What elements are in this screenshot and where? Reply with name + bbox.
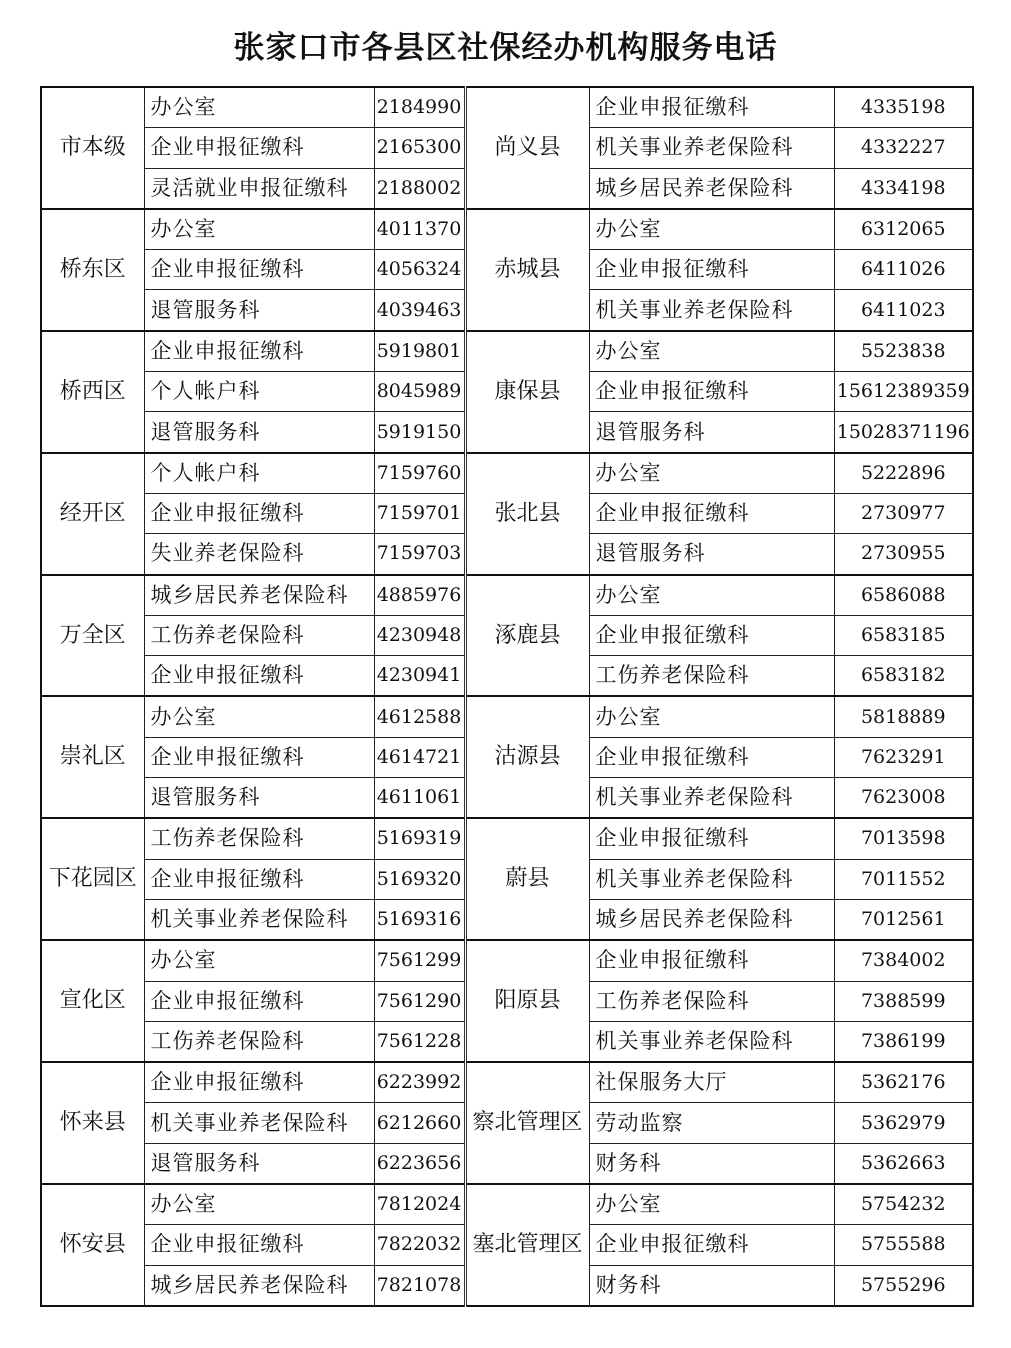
region-name: 市本级: [41, 87, 144, 209]
table-row: [41, 940, 973, 981]
department-name: 办公室: [144, 209, 374, 250]
phone-number: 4611061: [374, 778, 465, 819]
phone-number: 2165300: [374, 128, 465, 168]
department-name: 灵活就业申报征缴科: [144, 168, 374, 209]
phone-number: 7013598: [834, 818, 973, 859]
region-name: 万全区: [41, 575, 144, 697]
phone-number: 4612588: [374, 696, 465, 737]
department-name: 机关事业养老保险科: [589, 128, 834, 168]
department-name: 企业申报征缴科: [144, 1062, 374, 1103]
region-name: 涿鹿县: [465, 575, 589, 697]
department-name: 机关事业养老保险科: [144, 899, 374, 940]
department-name: 企业申报征缴科: [589, 615, 834, 655]
phone-number: 5919801: [374, 331, 465, 372]
department-name: 办公室: [144, 87, 374, 128]
region-name: 阳原县: [465, 940, 589, 1062]
phone-number: 7821078: [374, 1265, 465, 1306]
phone-number: 4335198: [834, 87, 973, 128]
phone-number: 8045989: [374, 372, 465, 412]
department-name: 城乡居民养老保险科: [144, 575, 374, 616]
region-name: 康保县: [465, 331, 589, 453]
phone-number: 5755296: [834, 1265, 973, 1306]
phone-directory-table: [40, 86, 974, 1307]
department-name: 机关事业养老保险科: [589, 778, 834, 819]
department-name: 工伤养老保险科: [589, 981, 834, 1021]
phone-number: 7384002: [834, 940, 973, 981]
region-name: 赤城县: [465, 209, 589, 331]
phone-number: 5523838: [834, 331, 973, 372]
department-name: 退管服务科: [144, 290, 374, 331]
department-name: 办公室: [589, 331, 834, 372]
department-name: 办公室: [144, 696, 374, 737]
department-name: 办公室: [589, 453, 834, 494]
department-name: 城乡居民养老保险科: [589, 168, 834, 209]
department-name: 企业申报征缴科: [144, 1225, 374, 1265]
phone-number: 6312065: [834, 209, 973, 250]
phone-number: 7561290: [374, 981, 465, 1021]
table-row: [41, 209, 973, 250]
page-title: 张家口市各县区社保经办机构服务电话: [233, 30, 778, 66]
table-row: [41, 453, 973, 494]
department-name: 机关事业养老保险科: [589, 1021, 834, 1062]
region-name: 崇礼区: [41, 696, 144, 818]
region-name: 宣化区: [41, 940, 144, 1062]
department-name: 办公室: [589, 696, 834, 737]
department-name: 企业申报征缴科: [589, 1225, 834, 1265]
phone-number: 7159701: [374, 493, 465, 533]
phone-number: 5362663: [834, 1143, 973, 1184]
department-name: 办公室: [589, 575, 834, 616]
phone-number: 5169319: [374, 818, 465, 859]
phone-number: 5222896: [834, 453, 973, 494]
phone-number: 2730977: [834, 493, 973, 533]
department-name: 个人帐户科: [144, 453, 374, 494]
phone-number: 7623008: [834, 778, 973, 819]
department-name: 社保服务大厅: [589, 1062, 834, 1103]
phone-number: 7812024: [374, 1184, 465, 1225]
department-name: 企业申报征缴科: [589, 940, 834, 981]
phone-number: 6212660: [374, 1103, 465, 1143]
department-name: 失业养老保险科: [144, 534, 374, 575]
department-name: 企业申报征缴科: [144, 859, 374, 899]
table-body: [41, 87, 973, 1306]
phone-number: 4039463: [374, 290, 465, 331]
region-name: 塞北管理区: [465, 1184, 589, 1306]
department-name: 办公室: [144, 940, 374, 981]
phone-number: 5362176: [834, 1062, 973, 1103]
phone-number: 6583182: [834, 656, 973, 697]
department-name: 机关事业养老保险科: [589, 290, 834, 331]
region-name: 桥西区: [41, 331, 144, 453]
department-name: 企业申报征缴科: [589, 737, 834, 777]
table-row: [41, 331, 973, 372]
phone-number: 4334198: [834, 168, 973, 209]
department-name: 办公室: [589, 1184, 834, 1225]
phone-number: 15028371196: [834, 412, 973, 453]
phone-number: 5169320: [374, 859, 465, 899]
phone-number: 4056324: [374, 250, 465, 290]
phone-number: 7561228: [374, 1021, 465, 1062]
department-name: 企业申报征缴科: [589, 250, 834, 290]
phone-number: 7159760: [374, 453, 465, 494]
table-row: [41, 575, 973, 616]
phone-number: 6586088: [834, 575, 973, 616]
department-name: 城乡居民养老保险科: [589, 899, 834, 940]
department-name: 个人帐户科: [144, 372, 374, 412]
phone-number: 6223992: [374, 1062, 465, 1103]
phone-number: 4614721: [374, 737, 465, 777]
phone-number: 4011370: [374, 209, 465, 250]
department-name: 企业申报征缴科: [589, 372, 834, 412]
phone-number: 5754232: [834, 1184, 973, 1225]
phone-number: 2184990: [374, 87, 465, 128]
department-name: 企业申报征缴科: [144, 656, 374, 697]
department-name: 企业申报征缴科: [589, 818, 834, 859]
phone-number: 2188002: [374, 168, 465, 209]
region-name: 沽源县: [465, 696, 589, 818]
table-row: [41, 1062, 973, 1103]
department-name: 财务科: [589, 1143, 834, 1184]
phone-number: 6411023: [834, 290, 973, 331]
phone-number: 5818889: [834, 696, 973, 737]
phone-number: 4230941: [374, 656, 465, 697]
phone-number: 2730955: [834, 534, 973, 575]
department-name: 企业申报征缴科: [144, 981, 374, 1021]
region-name: 察北管理区: [465, 1062, 589, 1184]
department-name: 退管服务科: [144, 778, 374, 819]
department-name: 工伤养老保险科: [589, 656, 834, 697]
region-name: 尚义县: [465, 87, 589, 209]
phone-number: 15612389359: [834, 372, 973, 412]
phone-number: 5362979: [834, 1103, 973, 1143]
phone-number: 7159703: [374, 534, 465, 575]
phone-number: 4885976: [374, 575, 465, 616]
department-name: 退管服务科: [589, 412, 834, 453]
department-name: 机关事业养老保险科: [589, 859, 834, 899]
phone-number: 7386199: [834, 1021, 973, 1062]
region-name: 经开区: [41, 453, 144, 575]
department-name: 企业申报征缴科: [589, 87, 834, 128]
table-row: [41, 1184, 973, 1225]
phone-number: 5755588: [834, 1225, 973, 1265]
table-row: [41, 818, 973, 859]
region-name: 桥东区: [41, 209, 144, 331]
department-name: 工伤养老保险科: [144, 1021, 374, 1062]
department-name: 企业申报征缴科: [144, 250, 374, 290]
department-name: 城乡居民养老保险科: [144, 1265, 374, 1306]
department-name: 企业申报征缴科: [144, 737, 374, 777]
phone-number: 5919150: [374, 412, 465, 453]
department-name: 企业申报征缴科: [144, 331, 374, 372]
phone-number: 7822032: [374, 1225, 465, 1265]
region-name: 怀来县: [41, 1062, 144, 1184]
phone-number: 4332227: [834, 128, 973, 168]
phone-number: 5169316: [374, 899, 465, 940]
phone-number: 6411026: [834, 250, 973, 290]
table-row: [41, 696, 973, 737]
department-name: 工伤养老保险科: [144, 615, 374, 655]
department-name: 退管服务科: [144, 412, 374, 453]
department-name: 机关事业养老保险科: [144, 1103, 374, 1143]
region-name: 蔚县: [465, 818, 589, 940]
phone-number: 4230948: [374, 615, 465, 655]
phone-number: 7388599: [834, 981, 973, 1021]
department-name: 财务科: [589, 1265, 834, 1306]
phone-number: 7623291: [834, 737, 973, 777]
department-name: 企业申报征缴科: [144, 493, 374, 533]
phone-number: 7561299: [374, 940, 465, 981]
department-name: 企业申报征缴科: [144, 128, 374, 168]
department-name: 退管服务科: [144, 1143, 374, 1184]
department-name: 劳动监察: [589, 1103, 834, 1143]
department-name: 办公室: [589, 209, 834, 250]
phone-number: 6223656: [374, 1143, 465, 1184]
phone-number: 7012561: [834, 899, 973, 940]
region-name: 下花园区: [41, 818, 144, 940]
phone-number: 6583185: [834, 615, 973, 655]
region-name: 张北县: [465, 453, 589, 575]
department-name: 办公室: [144, 1184, 374, 1225]
department-name: 企业申报征缴科: [589, 493, 834, 533]
region-name: 怀安县: [41, 1184, 144, 1306]
department-name: 工伤养老保险科: [144, 818, 374, 859]
department-name: 退管服务科: [589, 534, 834, 575]
phone-number: 7011552: [834, 859, 973, 899]
table-row: [41, 87, 973, 128]
